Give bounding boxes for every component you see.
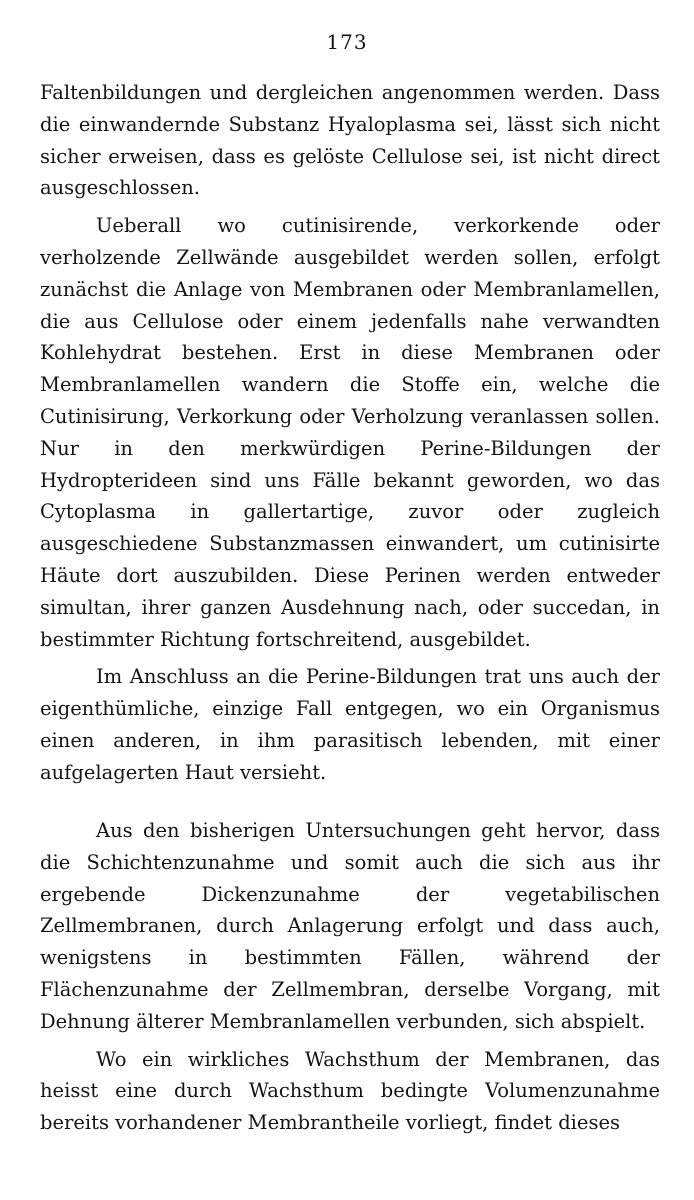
text-section-lower xyxy=(40,815,660,1139)
page-number: 173 xyxy=(326,30,368,54)
paragraph-continuation: Faltenbildungen und dergleichen angenommen werden. Dass die einwandernde Substanz Hyaloplasma sei, lässt sich nicht sicher erweisen, dass es gelöste Cellulose sei, ist nicht direct ausgeschlossen. xyxy=(40,81,660,200)
paragraph-growth: Wo ein wirkliches Wachsthum der Membranen, das heisst eine durch Wachsthum bedingte Volumenzunahme bereits vorhandener Membrantheile vorliegt, findet dieses xyxy=(40,1047,660,1135)
paragraph-cutinisation: Ueberall wo cutinisirende, verkorkende oder verholzende Zellwände ausgebildet werden sollen, erfolgt zunächst die Anlage von Membranen oder Membranlamellen, die aus Cellulose oder einem jedenfalls nahe verwandten Kohlehydrat bestehen. Erst in diese Membranen oder Membranlamellen wandern die Stoffe ein, welche die Cutinisirung, Verkorkung oder Verholzung veranlassen sollen. Nur in den merkwürdigen Perine-Bildungen der Hydropterideen sind uns Fälle bekannt geworden, wo das Cytoplasma in gallertartige, zuvor oder zugleich ausgeschiedene Substanzmassen einwandert, um cutinisirte Häute dort auszubilden. Diese Perinen werden entweder simultan, ihrer ganzen Ausdehnung nach, oder succedan, in bestimmter Richtung fortschreitend, ausgebildet. xyxy=(40,214,660,651)
paragraph-perine-parasite: Im Anschluss an die Perine-Bildungen trat uns auch der eigenthümliche, einzige Fall entgegen, wo ein Organismus einen anderen, in ihm parasitisch lebenden, mit einer aufgelagerten Haut versieht. xyxy=(40,665,660,784)
text-section-upper xyxy=(40,77,660,789)
paragraph-summary: Aus den bisherigen Untersuchungen geht hervor, dass die Schichtenzunahme und somit auch die sich aus ihr ergebende Dickenzunahme der vegetabilischen Zellmembranen, durch Anlagerung erfolgt und dass auch, wenigstens in bestimmten Fällen, während der Flächenzunahme der Zellmembran, derselbe Vorgang, mit Dehnung älterer Membranlamellen verbunden, sich abspielt. xyxy=(40,819,660,1033)
